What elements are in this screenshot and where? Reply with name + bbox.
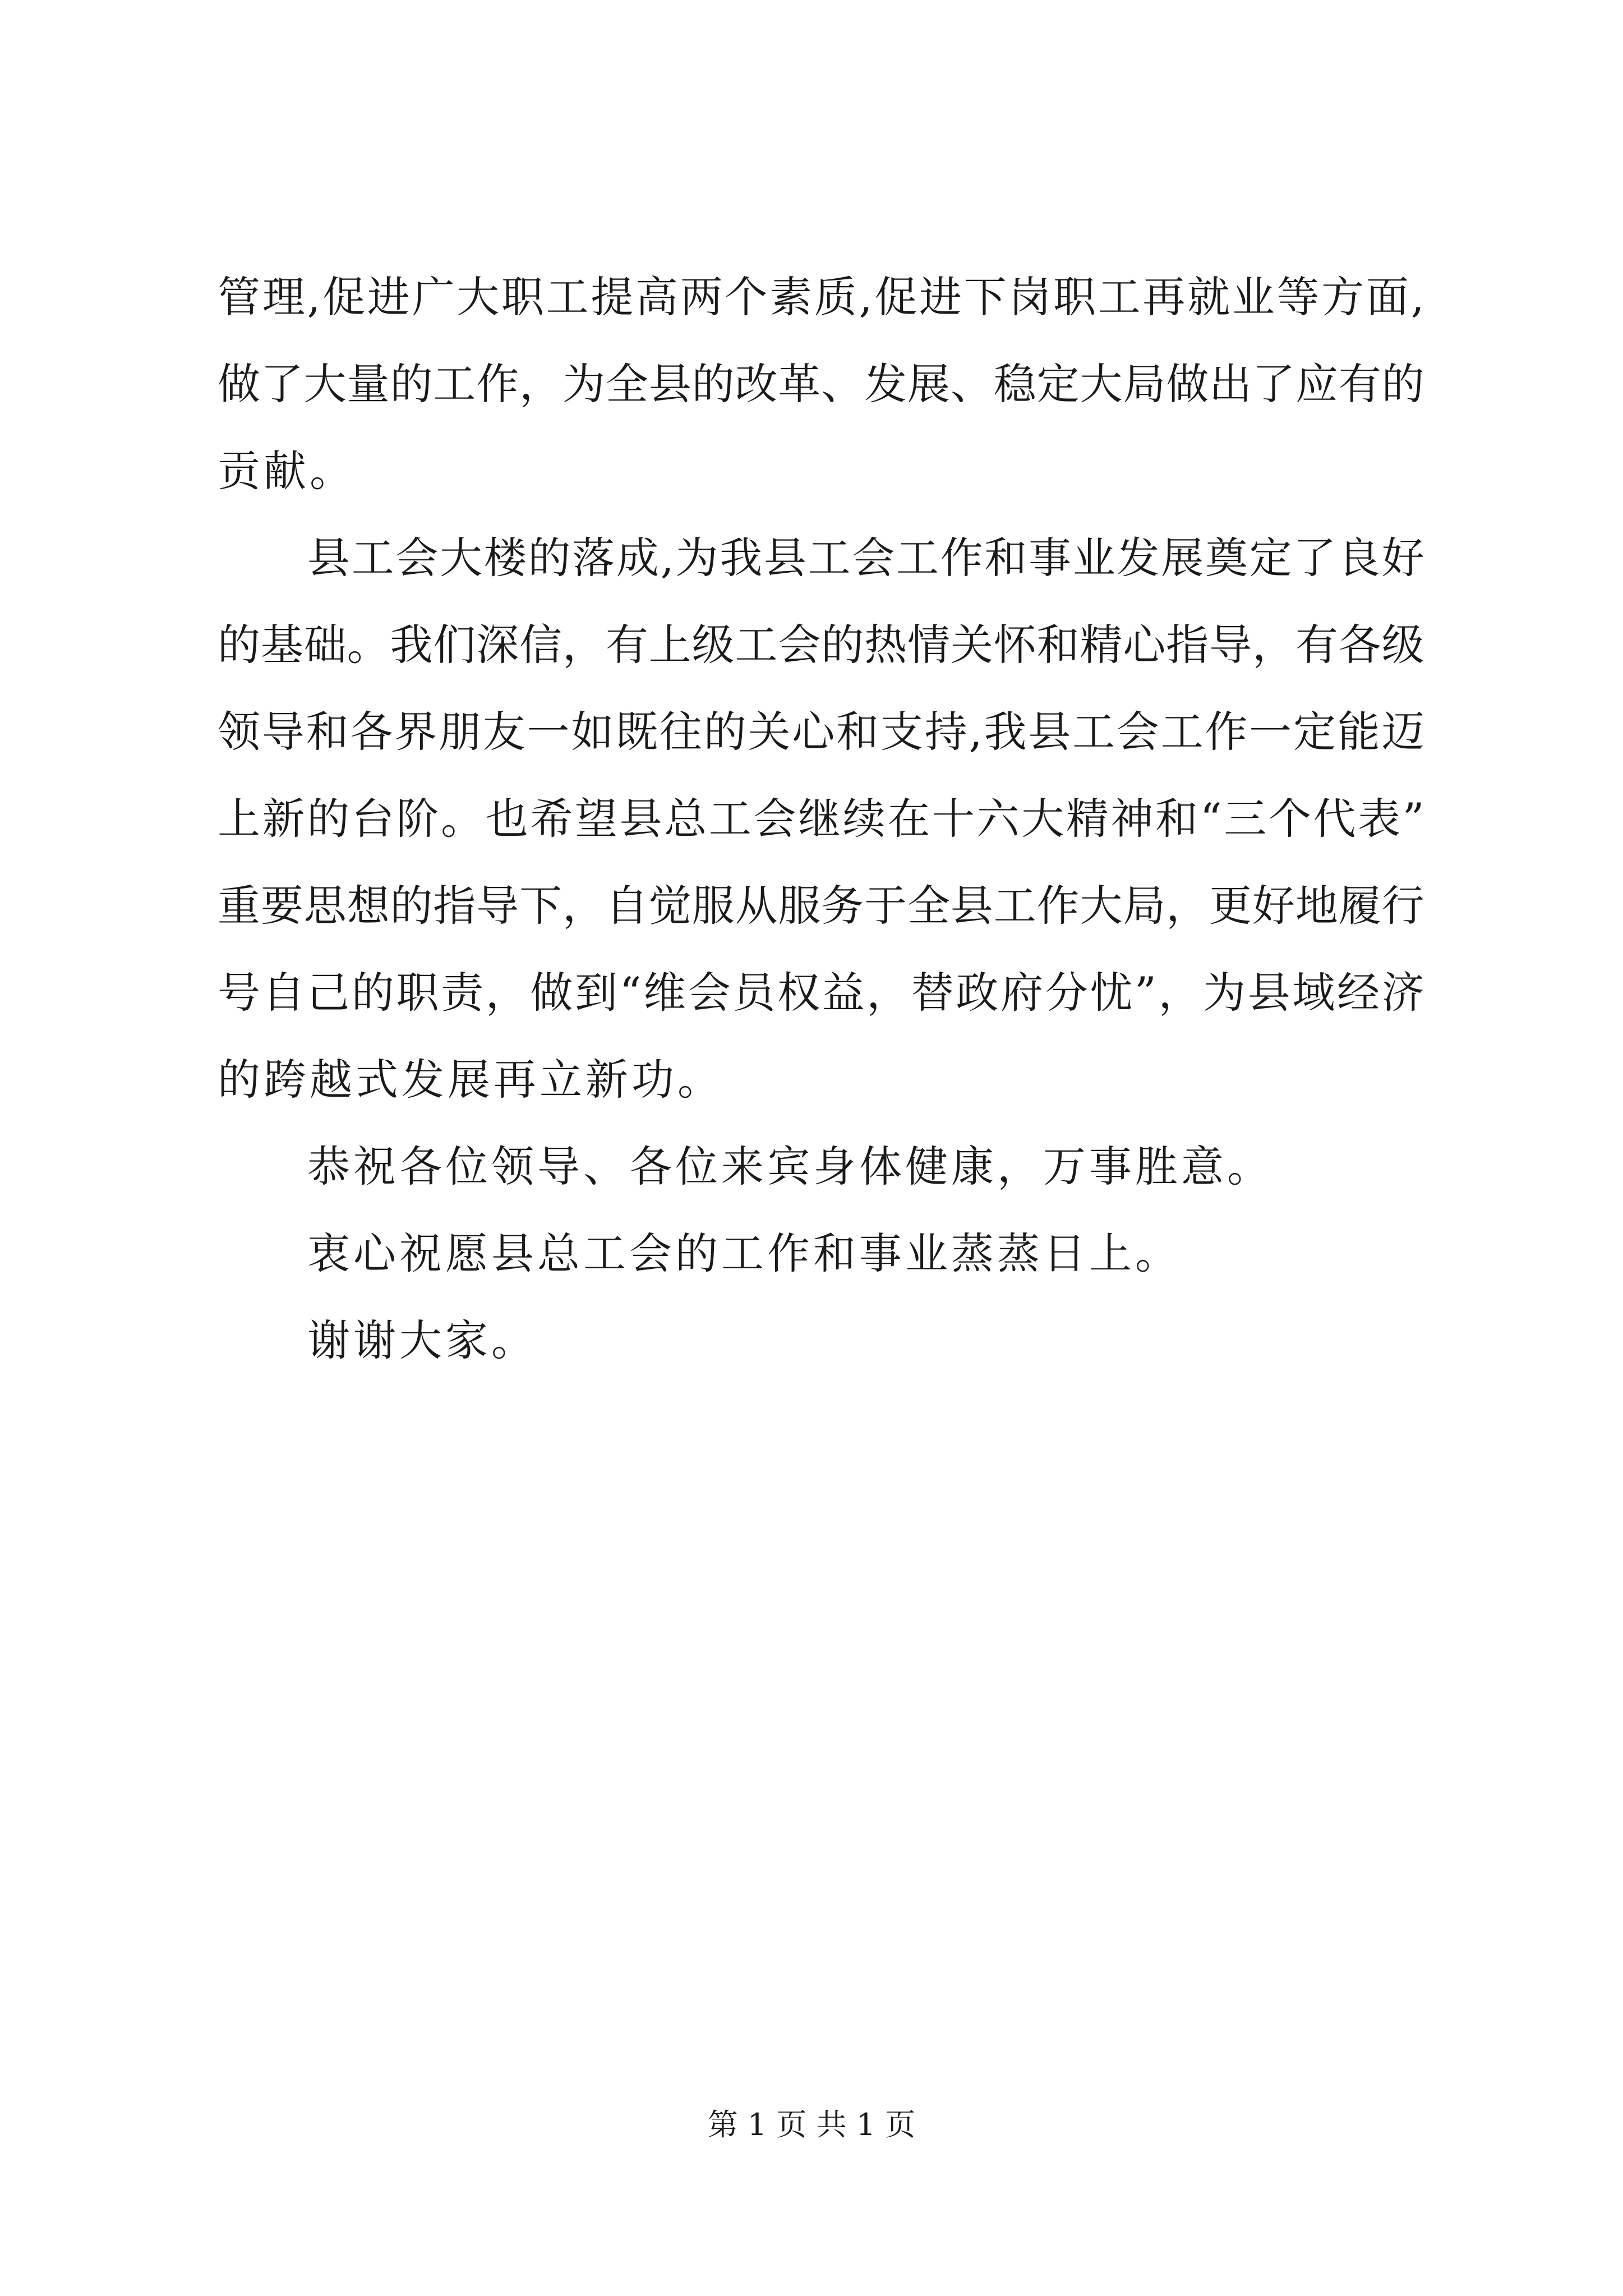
text-line: 的跨越式发展再立新功。 (218, 1055, 723, 1105)
paragraph-4 (218, 1210, 1424, 1297)
text-line: 领 导 和 各 界 朋 友 一 如 既 往 的 关 心 和 支 持 , 我 县 工 会 工 作 一 定 能 迈 (218, 707, 1424, 757)
text-line: 重 要 思 想 的 指 导 下 ， 自 觉 服 从 服 务 于 全 县 工 作 大 局 ， 更 好 地 履 行 (218, 881, 1424, 931)
paragraph-1 (218, 254, 1424, 514)
page-number: 第 1 页 共 1 页 (707, 2107, 916, 2142)
page-footer (0, 2102, 1623, 2147)
document-body (218, 254, 1424, 1384)
text-line: 谢谢大家。 (307, 1315, 537, 1365)
paragraph-2 (218, 514, 1424, 1123)
text-line: 贡献。 (218, 446, 356, 496)
text-line: 管 理 , 促 进 广 大 职 工 提 高 两 个 素 质 , 促 进 下 岗 职 工 再 就 业 等 方 面 , (218, 272, 1424, 322)
text-line: 做 了 大 量 的 工 作 ， 为 全 县 的 改 革 、 发 展 、 稳 定 大 局 做 出 了 应 有 的 (218, 359, 1424, 409)
text-line: 的 基 础 。 我 们 深 信 ， 有 上 级 工 会 的 热 情 关 怀 和 精 心 指 导 ， 有 各 级 (218, 620, 1424, 670)
text-line: 恭祝各位领导、各位来宾身体健康，万事胜意。 (307, 1142, 1273, 1191)
text-line: 上 新 的 台 阶 。 也 希 望 县 总 工 会 继 续 在 十 六 大 精 神 和 “ 三 个 代 表 ” (218, 794, 1424, 844)
text-line: 县 工 会 大 楼 的 落 成 , 为 我 县 工 会 工 作 和 事 业 发 展 奠 定 了 良 好 (307, 533, 1424, 583)
text-line: 衷心祝愿县总工会的工作和事业蒸蒸日上。 (307, 1228, 1181, 1278)
paragraph-5 (218, 1297, 1424, 1384)
paragraph-3 (218, 1123, 1424, 1210)
text-line: 号 自 己 的 职 责 ， 做 到 “ 维 会 员 权 益 ， 替 政 府 分 忧 ” ， 为 县 域 经 济 (218, 968, 1424, 1018)
